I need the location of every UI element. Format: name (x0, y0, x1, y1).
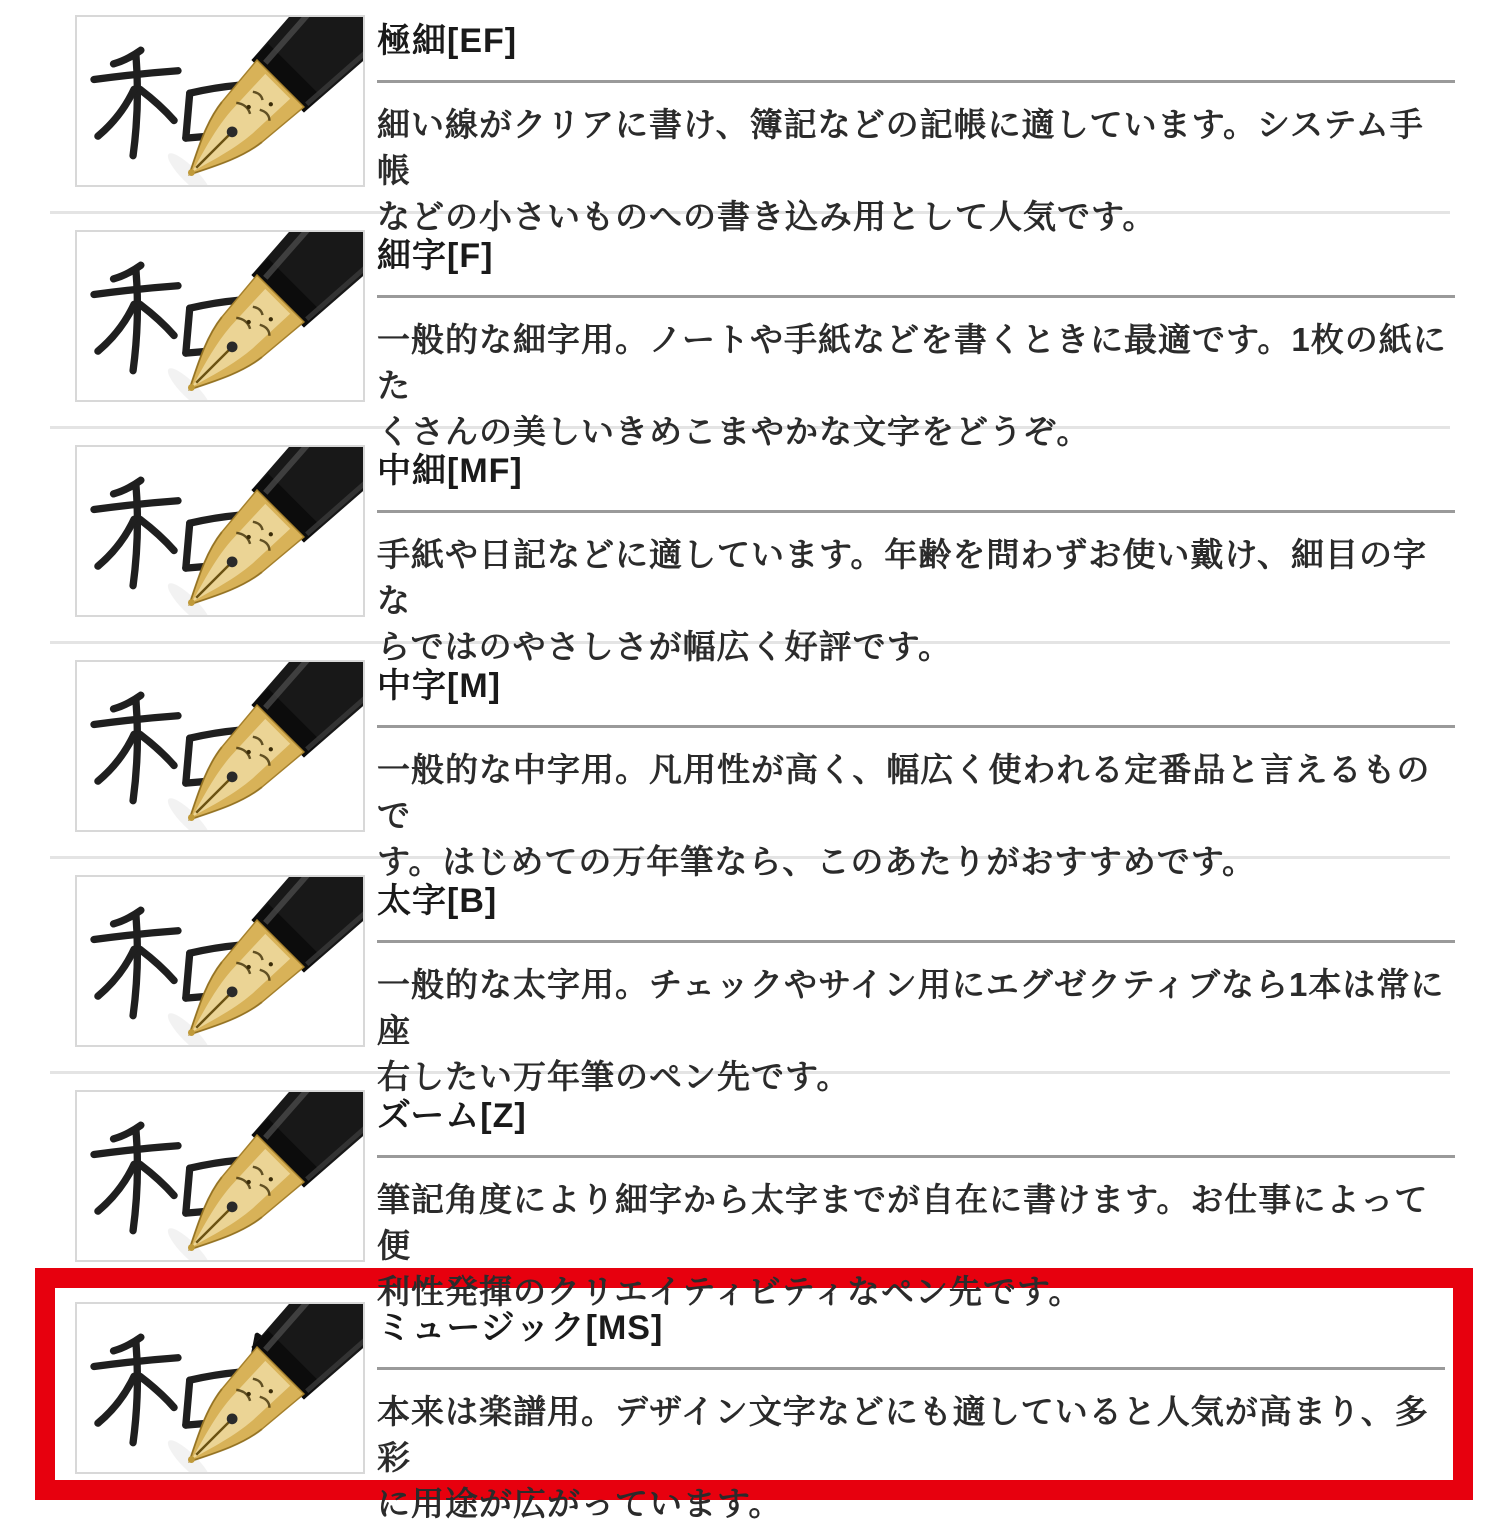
nib-description-line-2: 利性発揮のクリエイティビティなペン先です。 (377, 1273, 1083, 1310)
nib-and-grip (149, 1304, 363, 1472)
nib-description-line-2: す。はじめての万年筆なら、このあたりがおすすめです。 (377, 843, 1257, 880)
nib-text-column (377, 875, 1455, 1100)
title-underline (377, 940, 1455, 943)
nib-size-title: ズーム[Z] (377, 1097, 527, 1135)
nib-size-title: 中細[MF] (377, 452, 523, 490)
nib-description-line-1: 一般的な中字用。凡用性が高く、幅広く使われる定番品と言えるもので (377, 751, 1431, 834)
nib-size-title: 太字[B] (377, 882, 498, 920)
nib-description (377, 1177, 1455, 1315)
nib-and-grip (149, 17, 363, 185)
nib-description-line-2: くさんの美しいきめこまやかな文字をどうぞ。 (377, 413, 1091, 450)
nib-photo-frame (75, 1302, 365, 1474)
title-underline (377, 1155, 1455, 1158)
nib-row-m (75, 660, 1455, 880)
title-underline (377, 510, 1455, 513)
title-underline (377, 725, 1455, 728)
nib-description-line-2: などの小さいものへの書き込み用として人気です。 (377, 198, 1157, 235)
pen-nib-image (77, 877, 363, 1045)
nib-size-title: 細字[F] (377, 237, 494, 275)
nib-and-grip (149, 447, 363, 615)
nib-description-line-2: に用途が広がっています。 (377, 1485, 783, 1522)
pen-nib-image (77, 1304, 363, 1472)
nib-photo-frame (75, 445, 365, 617)
nib-row-b (75, 875, 1455, 1095)
nib-text-column (377, 660, 1455, 885)
nib-row-ms (75, 1302, 1445, 1522)
nib-size-title: 中字[M] (377, 667, 501, 705)
highlight-box (35, 1268, 1473, 1522)
nib-description (377, 962, 1455, 1100)
nib-row-ef (75, 15, 1455, 235)
nib-description (377, 532, 1455, 670)
nib-row-z (75, 1090, 1455, 1310)
nib-description-line-1: 筆記角度により細字から太字までが自在に書けます。お仕事によって便 (377, 1181, 1429, 1264)
nib-text-column (377, 230, 1455, 455)
nib-photo-frame (75, 15, 365, 187)
nib-photo-frame (75, 660, 365, 832)
nib-description (377, 747, 1455, 885)
nib-description-line-1: 一般的な細字用。ノートや手紙などを書くときに最適です。1枚の紙にた (377, 321, 1447, 404)
nib-size-title: ミュージック[MS] (377, 1309, 664, 1347)
nib-description-line-2: 右したい万年筆のペン先です。 (377, 1058, 851, 1095)
nib-text-column (377, 1302, 1445, 1527)
title-underline (377, 1367, 1445, 1370)
nib-text-column (377, 1090, 1455, 1315)
nib-description-line-2: らではのやさしさが幅広く好評です。 (377, 628, 953, 665)
nib-and-grip (149, 877, 363, 1045)
nib-description-line-1: 本来は楽譜用。デザイン文字などにも適していると人気が高まり、多彩 (377, 1393, 1429, 1476)
nib-text-column (377, 15, 1455, 240)
nib-description (377, 317, 1455, 455)
nib-photo-frame (75, 875, 365, 1047)
nib-description-line-1: 一般的な太字用。チェックやサイン用にエグゼクティブなら1本は常に座 (377, 966, 1445, 1049)
nib-and-grip (149, 1092, 363, 1260)
nib-and-grip (149, 662, 363, 830)
nib-photo-frame (75, 230, 365, 402)
nib-photo-frame (75, 1090, 365, 1262)
nib-description-line-1: 手紙や日記などに適しています。年齢を問わずお使い戴け、細目の字な (377, 536, 1428, 619)
title-underline (377, 80, 1455, 83)
pen-nib-image (77, 1092, 363, 1260)
nib-row-mf (75, 445, 1455, 665)
pen-nib-image (77, 447, 363, 615)
nib-row-f (75, 230, 1455, 450)
nib-description (377, 1389, 1445, 1527)
nib-and-grip (149, 232, 363, 400)
nib-size-title: 極細[EF] (377, 22, 518, 60)
pen-nib-image (77, 662, 363, 830)
pen-nib-image (77, 17, 363, 185)
title-underline (377, 295, 1455, 298)
pen-nib-image (77, 232, 363, 400)
nib-description-line-1: 細い線がクリアに書け、簿記などの記帳に適しています。システム手帳 (377, 106, 1424, 189)
nib-text-column (377, 445, 1455, 670)
nib-description (377, 102, 1455, 240)
